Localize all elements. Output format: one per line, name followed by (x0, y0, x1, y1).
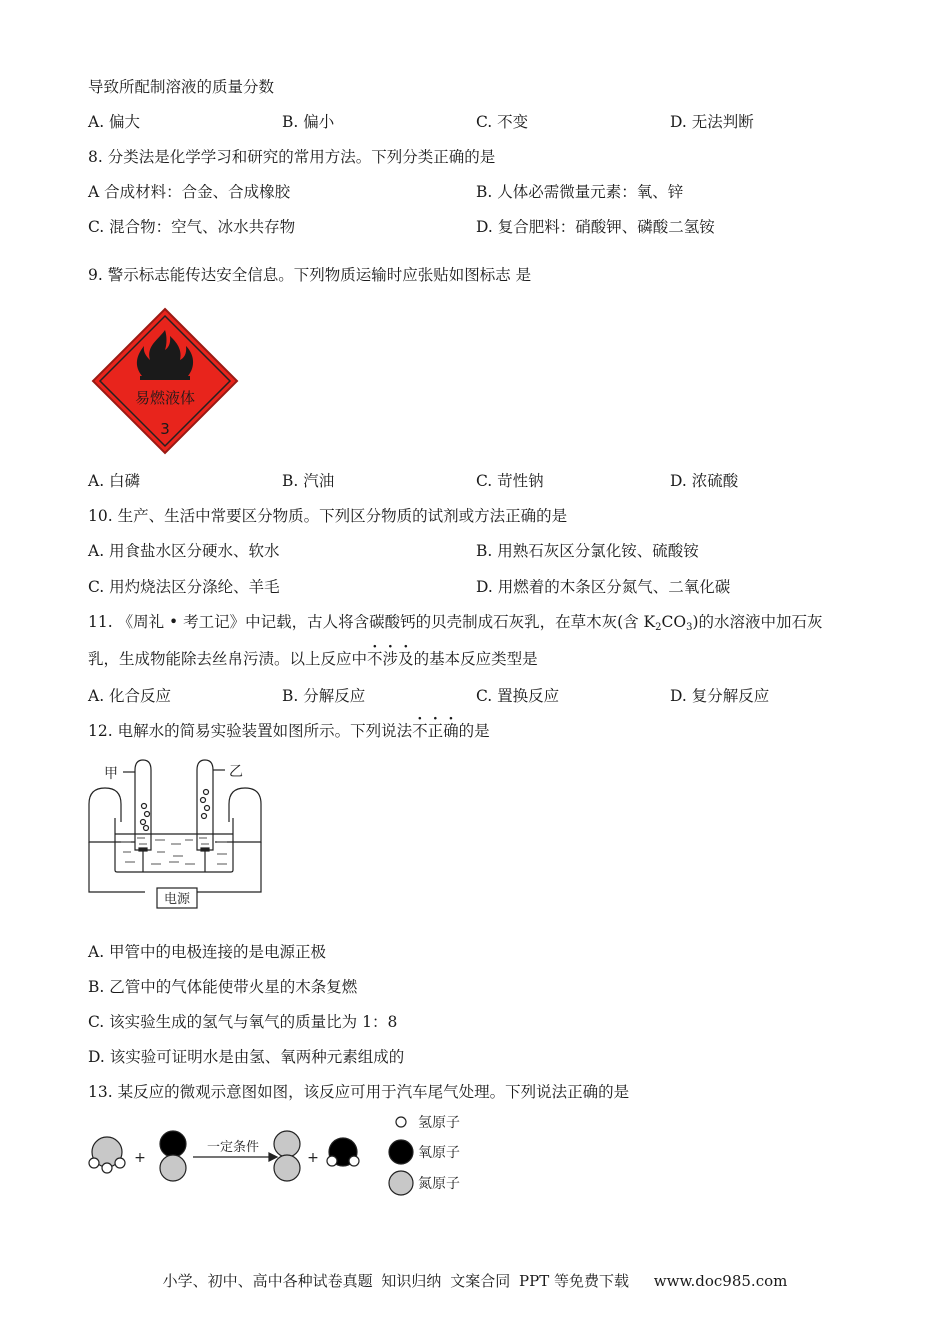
electrolysis-apparatus-diagram (85, 752, 270, 914)
sign-label: 易燃液体 (134, 389, 196, 407)
q10-option-d: D. 用燃着的木条区分氮气、二氧化碳 (476, 578, 731, 596)
footer-link[interactable]: www.doc985.com (653, 1272, 788, 1290)
sign-number: 3 (160, 420, 170, 438)
q9-option-c: C. 苛性钠 (476, 472, 544, 490)
question-9-stem: 9. 警示标志能传达安全信息。下列物质运输时应张贴如图标志 是 (88, 266, 532, 284)
q7-option-d: D. 无法判断 (670, 113, 754, 131)
q7-option-b: B. 偏小 (282, 113, 335, 131)
q8-option-c: C. 混合物：空气、冰水共存物 (88, 218, 296, 236)
q12-option-c: C. 该实验生成的氢气与氧气的质量比为 1：8 (88, 1013, 398, 1031)
reaction-condition: 一定条件 (206, 1140, 260, 1155)
q9-option-b: B. 汽油 (282, 472, 335, 490)
q11-option-b: B. 分解反应 (282, 687, 366, 705)
legend-oxygen: 氧原子 (418, 1145, 460, 1161)
legend-nitrogen: 氮原子 (418, 1176, 460, 1192)
q8-option-b: B. 人体必需微量元素：氧、锌 (476, 183, 684, 201)
footer-item: 小学、初中、高中各种试卷真题 (162, 1272, 373, 1290)
q7-option-a: A. 偏大 (88, 113, 141, 131)
q8-option-a: A 合成材料：合金、合成橡胶 (88, 183, 291, 201)
q9-option-a: A. 白磷 (88, 472, 141, 490)
question-12-stem: 12. 电解水的简易实验装置如图所示。下列说法不正确的是 (88, 722, 490, 740)
question-11-stem: 11. 《周礼 • 考工记》中记载，古人将含碳酸钙的贝壳制成石灰乳，在草木灰(含 $K_2CO_3$)的水溶液中加石灰 (88, 613, 823, 633)
q12-option-d: D. 该实验可证明水是由氢、氧两种元素组成的 (88, 1048, 405, 1066)
emphasized-char: 确 (443, 722, 459, 740)
plus-sign-1: + (134, 1150, 146, 1166)
question-10-stem: 10. 生产、生活中常要区分物质。下列区分物质的试剂或方法正确的是 (88, 507, 568, 525)
q11-option-c: C. 置换反应 (476, 687, 560, 705)
q10-option-c: C. 用灼烧法区分涤纶、羊毛 (88, 578, 280, 596)
footer-item: PPT 等免费下载 (519, 1272, 629, 1290)
q11-option-d: D. 复分解反应 (670, 687, 770, 705)
footer-item: 知识归纳 (381, 1272, 442, 1290)
footer-item: 文案合同 (450, 1272, 511, 1290)
q7-option-c: C. 不变 (476, 113, 529, 131)
reaction-micro-diagram (85, 1110, 485, 1202)
power-source-label: 电源 (163, 892, 191, 907)
q12-option-b: B. 乙管中的气体能使带火星的木条复燃 (88, 978, 358, 996)
tube-label-jia: 甲 (104, 766, 118, 782)
q8-option-d: D. 复合肥料：硝酸钾、磷酸二氢铵 (476, 218, 715, 236)
q9-option-d: D. 浓硫酸 (670, 472, 739, 490)
q12-option-a: A. 甲管中的电极连接的是电源正极 (88, 943, 327, 961)
page-footer (0, 1270, 950, 1291)
q10-option-a: A. 用食盐水区分硬水、软水 (88, 542, 280, 560)
emphasized-char: 涉 (382, 650, 399, 668)
question-11-stem-line2: 乳，生成物能除去丝帛污渍。以上反应中不涉及的基本反应类型是 (88, 650, 538, 668)
emphasis-dotted (412, 722, 459, 740)
plus-sign-2: + (307, 1150, 319, 1166)
flammable-liquid-sign (90, 306, 240, 456)
question-8-stem: 8. 分类法是化学学习和研究的常用方法。下列分类正确的是 (88, 148, 496, 166)
question-7-stem-tail: 导致所配制溶液的质量分数 (88, 78, 275, 96)
q11-option-a: A. 化合反应 (88, 687, 172, 705)
tube-label-yi: 乙 (229, 764, 243, 780)
question-13-stem: 13. 某反应的微观示意图如图，该反应可用于汽车尾气处理。下列说法正确的是 (88, 1083, 630, 1101)
emphasized-char: 不 (367, 650, 383, 668)
emphasized-char: 不 (412, 722, 428, 740)
q10-option-b: B. 用熟石灰区分氯化铵、硫酸铵 (476, 542, 699, 560)
emphasized-char: 及 (398, 650, 414, 668)
legend-hydrogen: 氢原子 (418, 1115, 460, 1131)
emphasis-dotted (367, 650, 414, 668)
emphasized-char: 正 (427, 722, 444, 740)
